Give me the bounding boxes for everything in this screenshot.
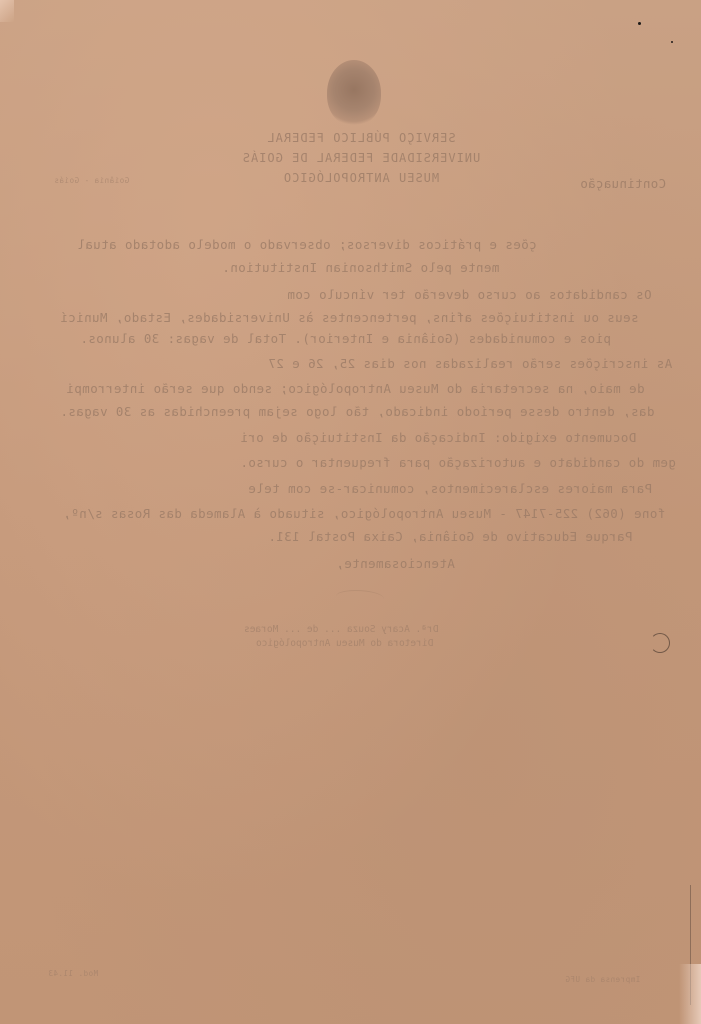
letterhead-line-3: MUSEU ANTROPOLÓGICO bbox=[282, 171, 440, 185]
footer-printer: Imprensa da UFG bbox=[565, 975, 641, 984]
body-line-2: mente pelo Smithsonian Institution. bbox=[222, 260, 500, 275]
circle-mark-icon bbox=[650, 633, 670, 653]
body-line-8: das, dentro desse período indicado, tão logo sejam preenchidas as 30 vagas. bbox=[60, 404, 655, 419]
body-line-11: Para maiores esclarecimentos, comunicar-se com tele bbox=[248, 481, 653, 496]
body-line-10: gem do candidato e autorização para frequentar o curso. bbox=[240, 455, 676, 470]
letterhead-line-1: SERVIÇO PÚBLICO FEDERAL bbox=[266, 131, 456, 145]
signatory-title: Diretora do Museu Antropológico bbox=[256, 638, 434, 649]
body-line-13: Parque Educativo de Goiânia, Caixa Postal 131. bbox=[268, 529, 633, 544]
footer-form-number: Mod. 11.43 bbox=[48, 969, 99, 978]
handwritten-signature bbox=[336, 590, 384, 605]
letterhead-line-2: UNIVERSIDADE FEDERAL DE GOIÁS bbox=[241, 151, 481, 165]
body-line-4: seus ou instituições afins, pertencentes às Universidades, Estado, Municí bbox=[60, 310, 639, 325]
body-line-3: Os candidatos ao curso deverão ter vínculo com bbox=[287, 287, 652, 302]
body-line-9: Documento exigido: Indicação da Instituição de ori bbox=[240, 430, 637, 445]
paper-wear-bottom-right bbox=[679, 964, 701, 1024]
body-line-7: de maio, na secretaria do Museu Antropológico; sendo que serão interrompi bbox=[66, 381, 645, 396]
body-line-6: As inscrições serão realizadas nos dias 25, 26 e 27 bbox=[268, 356, 673, 371]
ink-speck bbox=[638, 22, 641, 25]
letterhead-city: Goiânia - Goiás bbox=[54, 176, 130, 185]
closing-line: Atenciosamente, bbox=[336, 556, 455, 571]
body-line-5: pios e comunidades (Goiânia e Interior). Total de vagas: 30 alunos. bbox=[80, 331, 612, 346]
body-line-1: ções e práticos diversos; observado o modelo adotado atual bbox=[77, 237, 537, 252]
body-line-12: fone (062) 225-7147 - Museu Antropológico, situado à Alameda das Rosas s/nº, bbox=[63, 506, 666, 521]
coat-of-arms-emblem bbox=[327, 60, 381, 126]
paper-wear-top-left bbox=[0, 0, 14, 22]
signatory-name: Drª. Acary Souza ... de ... Moraes bbox=[244, 624, 439, 635]
continuation-label: Continuação bbox=[580, 176, 667, 191]
ink-speck bbox=[671, 41, 673, 43]
